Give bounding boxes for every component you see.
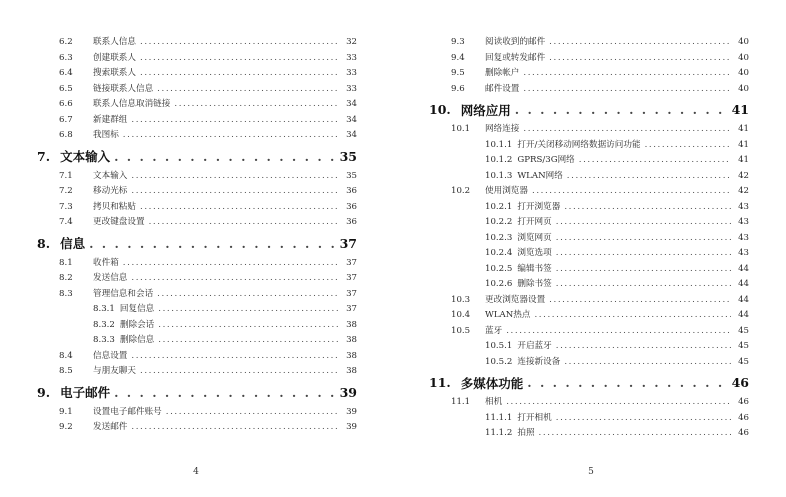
entry-title: 浏览网页 — [517, 232, 552, 243]
entry-number: 10.1.3 — [485, 170, 513, 181]
entry-title: 更改键盘设置 — [93, 217, 145, 227]
toc-list — [429, 35, 749, 442]
entry-number: 6.6 — [59, 99, 73, 109]
entry-title: 多媒体功能 — [460, 375, 524, 391]
entry-number: 10.4 — [451, 310, 471, 320]
entry-number: 10.2 — [451, 186, 471, 196]
dot-leader — [515, 102, 728, 117]
entry-number: 10.3 — [451, 294, 471, 305]
entry-page-number: 41 — [731, 102, 749, 117]
entry-number: 10.2.5 — [485, 263, 513, 274]
entry-page-number: 36 — [346, 186, 357, 196]
entry-number: 7.1 — [59, 170, 73, 181]
entry-page-number: 38 — [346, 335, 357, 345]
entry-title: 网络应用 — [460, 102, 511, 118]
entry-page-number: 35 — [346, 170, 357, 181]
entry-page-number: 38 — [346, 366, 357, 376]
entry-number: 10.1 — [451, 124, 471, 134]
entry-number: 8.4 — [59, 350, 73, 361]
toc-entry[interactable] — [429, 355, 749, 371]
entry-title: 阅读收到的邮件 — [485, 37, 546, 47]
entry-number: 8.3.3 — [93, 335, 115, 345]
entry-title: 更改浏览器设置 — [485, 294, 546, 305]
entry-number: 9.6 — [451, 83, 465, 94]
entry-page-number: 33 — [346, 68, 357, 78]
entry-title: 邮件设置 — [485, 83, 520, 94]
entry-number: 9.2 — [59, 422, 73, 432]
entry-title: 与朋友聊天 — [93, 366, 136, 376]
toc-entry[interactable] — [37, 51, 357, 67]
entry-page-number: 37 — [339, 235, 357, 251]
entry-page-number: 35 — [339, 148, 357, 164]
dot-leader — [506, 326, 731, 336]
entry-page-number: 37 — [346, 288, 357, 299]
toc-entry[interactable] — [429, 324, 749, 340]
toc-entry[interactable] — [37, 271, 357, 287]
entry-page-number: 37 — [346, 304, 357, 314]
toc-entry[interactable] — [429, 293, 749, 309]
toc-entry[interactable] — [429, 231, 749, 247]
entry-page-number: 38 — [346, 319, 357, 330]
entry-page-number: 34 — [346, 99, 357, 109]
entry-title: 删除会话 — [119, 319, 155, 330]
entry-number: 7.2 — [59, 186, 73, 196]
dot-leader — [131, 186, 339, 196]
entry-number: 6.5 — [59, 83, 73, 94]
dot-leader — [556, 279, 731, 289]
dot-leader — [131, 115, 339, 125]
entry-number: 6.4 — [59, 68, 73, 78]
toc-entry[interactable] — [429, 51, 749, 67]
entry-title: 移动光标 — [93, 186, 128, 196]
dot-leader — [539, 428, 731, 438]
entry-number: 10.2.1 — [485, 201, 513, 212]
dot-leader — [157, 84, 339, 94]
entry-number: 6.2 — [59, 37, 73, 47]
dot-leader — [564, 202, 731, 212]
toc-list — [37, 35, 357, 436]
entry-title: 删除帐户 — [485, 68, 520, 78]
toc-entry[interactable] — [37, 128, 357, 144]
toc-entry[interactable] — [429, 411, 749, 427]
dot-leader — [534, 310, 731, 320]
entry-title: 打开网页 — [517, 217, 552, 227]
entry-number: 7.4 — [59, 217, 73, 227]
dot-leader — [556, 264, 731, 274]
entry-title: 搜索联系人 — [93, 68, 136, 78]
entry-number: 6.3 — [59, 52, 73, 63]
page-number: 5 — [588, 467, 594, 477]
dot-leader — [645, 140, 731, 150]
toc-entry[interactable] — [429, 184, 749, 200]
dot-leader — [123, 130, 339, 140]
entry-title: 浏览选项 — [517, 248, 552, 258]
dot-leader — [149, 217, 339, 227]
entry-page-number: 37 — [346, 273, 357, 283]
dot-leader — [157, 289, 339, 299]
toc-chapter-entry[interactable] — [37, 144, 357, 169]
toc-entry[interactable] — [429, 308, 749, 324]
entry-number: 9. — [37, 384, 51, 400]
page-number: 4 — [193, 467, 199, 477]
entry-number: 11.1.1 — [485, 412, 513, 423]
entry-page-number: 42 — [738, 186, 749, 196]
entry-page-number: 39 — [339, 384, 357, 400]
toc-entry[interactable] — [429, 35, 749, 51]
dot-leader — [549, 53, 731, 63]
toc-chapter-entry[interactable] — [429, 97, 749, 122]
entry-page-number: 36 — [346, 201, 357, 212]
entry-page-number: 46 — [738, 428, 749, 438]
toc-entry[interactable] — [429, 277, 749, 293]
entry-title: 开启蓝牙 — [517, 341, 552, 351]
dot-leader — [131, 273, 339, 283]
dot-leader — [131, 171, 339, 181]
toc-entry[interactable] — [37, 302, 357, 318]
dot-leader — [166, 407, 339, 417]
dot-leader — [131, 351, 339, 361]
entry-number: 8.5 — [59, 366, 73, 376]
entry-number: 11.1.2 — [485, 428, 513, 438]
entry-page-number: 33 — [346, 83, 357, 94]
entry-title: 打开相机 — [517, 412, 552, 423]
dot-leader — [114, 385, 336, 400]
entry-number: 6.7 — [59, 114, 73, 125]
dot-leader — [523, 84, 731, 94]
entry-number: 10. — [429, 102, 451, 117]
entry-title: 删除书签 — [517, 279, 552, 289]
toc-entry[interactable] — [429, 339, 749, 355]
dot-leader — [564, 357, 731, 367]
entry-number: 9.1 — [59, 406, 73, 417]
dot-leader — [556, 341, 731, 351]
toc-chapter-entry[interactable] — [37, 231, 357, 256]
toc-entry[interactable] — [37, 184, 357, 200]
entry-number: 10.2.4 — [485, 248, 513, 258]
entry-title: 创建联系人 — [93, 52, 136, 63]
toc-entry[interactable] — [429, 200, 749, 216]
dot-leader — [140, 202, 339, 212]
entry-page-number: 44 — [738, 279, 749, 289]
entry-title: 管理信息和会话 — [93, 288, 154, 299]
toc-entry[interactable] — [37, 420, 357, 436]
toc-entry[interactable] — [37, 215, 357, 231]
entry-page-number: 37 — [346, 257, 357, 268]
entry-title: 回复或转发邮件 — [485, 52, 546, 63]
toc-entry[interactable] — [429, 262, 749, 278]
entry-number: 8.3.1 — [93, 304, 115, 314]
entry-title: WLAN网络 — [517, 170, 563, 181]
entry-page-number: 40 — [738, 52, 749, 63]
toc-entry[interactable] — [37, 113, 357, 129]
dot-leader — [556, 248, 731, 258]
entry-title: 新建群组 — [93, 114, 128, 125]
entry-number: 10.2.3 — [485, 232, 513, 243]
dot-leader — [567, 171, 731, 181]
entry-number: 8.3.2 — [93, 319, 115, 330]
dot-leader — [140, 37, 339, 47]
dot-leader — [549, 295, 731, 305]
entry-page-number: 43 — [738, 217, 749, 227]
entry-page-number: 32 — [346, 37, 357, 47]
entry-page-number: 44 — [738, 294, 749, 305]
entry-title: GPRS/3G网络 — [517, 155, 575, 165]
toc-entry[interactable] — [429, 215, 749, 231]
entry-page-number: 34 — [346, 130, 357, 140]
dot-leader — [131, 422, 339, 432]
entry-number: 11.1 — [451, 397, 471, 407]
entry-number: 10.1.1 — [485, 139, 513, 150]
dot-leader — [532, 186, 731, 196]
entry-page-number: 42 — [738, 170, 749, 181]
entry-title: 信息 — [60, 236, 86, 251]
entry-number: 8.2 — [59, 273, 73, 283]
dot-leader — [158, 320, 339, 330]
entry-title: 拍照 — [517, 428, 535, 438]
toc-entry[interactable] — [37, 256, 357, 272]
dot-leader — [158, 304, 339, 314]
entry-number: 10.1.2 — [485, 155, 513, 165]
entry-title: 文本输入 — [93, 170, 128, 181]
dot-leader — [123, 258, 339, 268]
entry-page-number: 33 — [346, 52, 357, 63]
entry-title: 联系人信息 — [93, 37, 136, 47]
entry-title: 连接新设备 — [517, 356, 561, 367]
dot-leader — [140, 366, 339, 376]
entry-page-number: 45 — [738, 356, 749, 367]
toc-entry[interactable] — [37, 35, 357, 51]
entry-page-number: 39 — [346, 422, 357, 432]
entry-number: 10.5.2 — [485, 356, 513, 367]
dot-leader — [523, 124, 731, 134]
entry-page-number: 34 — [346, 114, 357, 125]
toc-entry[interactable] — [429, 138, 749, 154]
toc-entry[interactable] — [429, 82, 749, 98]
toc-entry[interactable] — [37, 287, 357, 303]
toc-chapter-entry[interactable] — [429, 370, 749, 395]
entry-title: 打开浏览器 — [517, 201, 561, 212]
dot-leader — [140, 68, 339, 78]
entry-page-number: 38 — [346, 350, 357, 361]
entry-page-number: 45 — [738, 325, 749, 336]
dot-leader — [549, 37, 731, 47]
entry-page-number: 36 — [346, 217, 357, 227]
entry-title: 收件箱 — [93, 257, 119, 268]
entry-page-number: 41 — [738, 124, 749, 134]
entry-page-number: 45 — [738, 341, 749, 351]
entry-page-number: 43 — [738, 201, 749, 212]
entry-title: 相机 — [485, 397, 503, 407]
toc-entry[interactable] — [37, 97, 357, 113]
toc-entry[interactable] — [429, 426, 749, 442]
toc-entry[interactable] — [37, 333, 357, 349]
entry-page-number: 44 — [738, 263, 749, 274]
entry-page-number: 43 — [738, 248, 749, 258]
toc-entry[interactable] — [429, 395, 749, 411]
entry-page-number: 40 — [738, 83, 749, 94]
dot-leader — [523, 68, 731, 78]
entry-number: 10.5 — [451, 325, 471, 336]
entry-title: WLAN热点 — [485, 310, 531, 320]
dot-leader — [506, 397, 731, 407]
dot-leader — [556, 413, 731, 423]
entry-number: 10.5.1 — [485, 341, 513, 351]
entry-title: 信息设置 — [93, 350, 128, 361]
dot-leader — [174, 99, 339, 109]
entry-title: 文本输入 — [60, 149, 111, 164]
toc-entry[interactable] — [37, 349, 357, 365]
toc-entry[interactable] — [429, 246, 749, 262]
entry-title: 打开/关闭移动网络数据访问功能 — [517, 139, 641, 150]
entry-number: 9.5 — [451, 68, 465, 78]
entry-number: 7. — [37, 148, 51, 164]
dot-leader — [158, 335, 339, 345]
toc-entry[interactable] — [37, 66, 357, 82]
entry-page-number: 39 — [346, 406, 357, 417]
dot-leader — [114, 149, 336, 164]
entry-number: 7.3 — [59, 201, 73, 212]
right-page — [393, 0, 786, 497]
entry-number: 11. — [429, 375, 451, 390]
entry-number: 8. — [37, 235, 51, 251]
entry-page-number: 46 — [738, 412, 749, 423]
toc-entry[interactable] — [37, 318, 357, 334]
toc-entry[interactable] — [429, 122, 749, 138]
toc-entry[interactable] — [429, 66, 749, 82]
entry-page-number: 46 — [731, 375, 749, 390]
entry-title: 删除信息 — [119, 335, 155, 345]
entry-page-number: 40 — [738, 68, 749, 78]
toc-entry[interactable] — [429, 169, 749, 185]
entry-title: 发送信息 — [93, 273, 128, 283]
toc-entry[interactable] — [429, 153, 749, 169]
entry-title: 联系人信息取消链接 — [93, 99, 171, 109]
entry-title: 电子邮件 — [60, 385, 111, 400]
entry-number: 10.2.6 — [485, 279, 513, 289]
dot-leader — [89, 236, 336, 251]
entry-title: 编辑书签 — [517, 263, 552, 274]
entry-number: 6.8 — [59, 130, 73, 140]
entry-page-number: 43 — [738, 232, 749, 243]
entry-title: 回复信息 — [119, 304, 155, 314]
entry-title: 链接联系人信息 — [93, 83, 154, 94]
dot-leader — [556, 217, 731, 227]
dot-leader — [527, 375, 727, 390]
entry-page-number: 40 — [738, 37, 749, 47]
dot-leader — [140, 53, 339, 63]
entry-page-number: 44 — [738, 310, 749, 320]
entry-number: 8.1 — [59, 257, 73, 268]
entry-title: 网络连接 — [485, 124, 520, 134]
toc-entry[interactable] — [37, 364, 357, 380]
entry-title: 使用浏览器 — [485, 186, 528, 196]
entry-page-number: 41 — [738, 139, 749, 150]
toc-entry[interactable] — [37, 405, 357, 421]
entry-page-number: 41 — [738, 155, 749, 165]
toc-entry[interactable] — [37, 169, 357, 185]
toc-entry[interactable] — [37, 82, 357, 98]
entry-number: 9.3 — [451, 37, 465, 47]
toc-entry[interactable] — [37, 200, 357, 216]
dot-leader — [579, 155, 731, 165]
entry-number: 9.4 — [451, 52, 465, 63]
entry-number: 8.3 — [59, 288, 73, 299]
entry-title: 发送邮件 — [93, 422, 128, 432]
entry-title: 蓝牙 — [485, 325, 503, 336]
entry-title: 拷贝和粘贴 — [93, 201, 136, 212]
entry-number: 10.2.2 — [485, 217, 513, 227]
entry-page-number: 46 — [738, 397, 749, 407]
entry-title: 我图标 — [93, 130, 119, 140]
entry-title: 设置电子邮件账号 — [93, 406, 162, 417]
toc-chapter-entry[interactable] — [37, 380, 357, 405]
dot-leader — [556, 233, 731, 243]
